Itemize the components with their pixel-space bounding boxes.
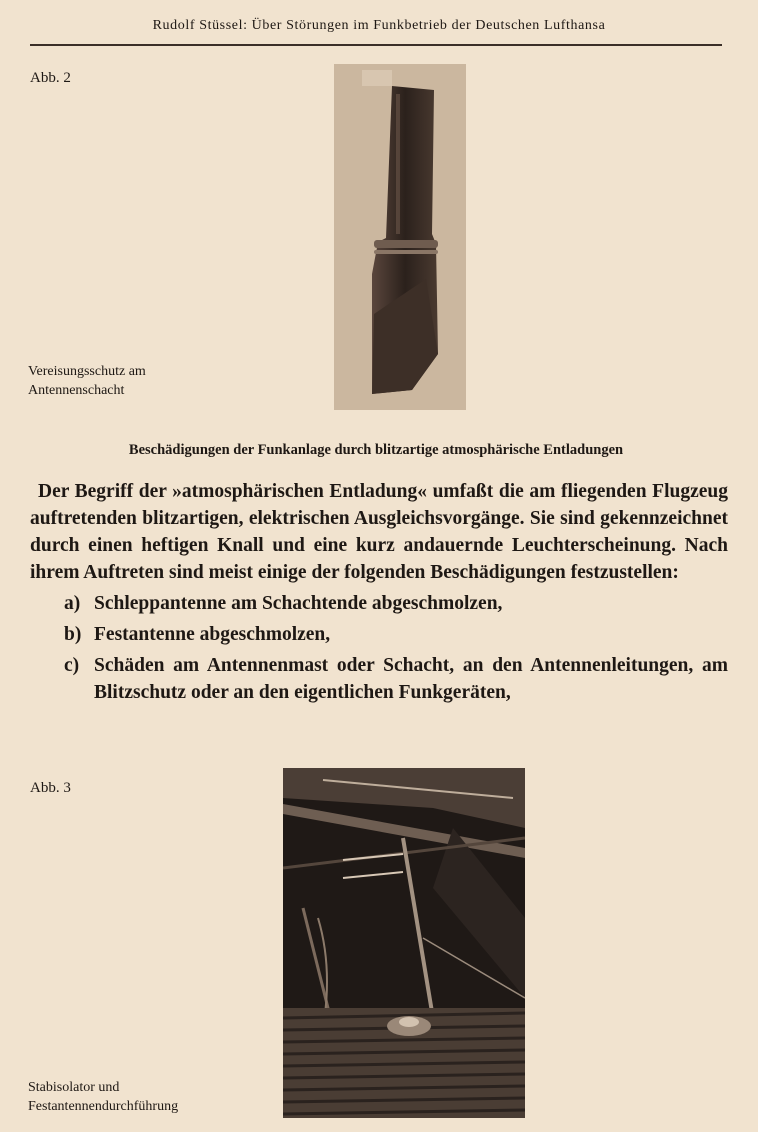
running-header: Rudolf Stüssel: Über Störungen im Funkbetrieb der Deutschen Lufthansa (152, 18, 606, 33)
figure-3-label: Abb. 3 (30, 780, 71, 796)
body-text (30, 478, 728, 710)
figure-3-photo (283, 768, 525, 1118)
list-item-text: Festantenne abgeschmolzen, (94, 624, 331, 645)
header-rule (30, 44, 722, 46)
figure-3-caption-line1: Stabisolator und (28, 1080, 120, 1095)
list-marker: c) (64, 655, 80, 676)
list-item (30, 590, 728, 617)
figure-2-caption-line1: Vereisungsschutz am (28, 364, 146, 379)
show-through-text (470, 78, 720, 408)
section-heading: Beschädigungen der Funkanlage durch blitzartige atmosphärische Entladungen (128, 442, 624, 458)
list-item-text: Schleppantenne am Schachtende abgeschmolzen, (94, 593, 503, 614)
list-item-text: Schäden am Antennenmast oder Schacht, an den Antennenleitungen, am Blitzschutz oder an den eigentlichen Funkgeräten, (94, 655, 728, 703)
figure-2-photo (334, 64, 466, 410)
list-item (30, 652, 728, 706)
figure-3-caption-line2: Festantennendurchführung (28, 1099, 179, 1114)
list-marker: b) (64, 624, 82, 645)
figure-2-caption-line2: Antennenschacht (28, 383, 125, 398)
body-paragraph: Der Begriff der »atmosphärischen Entladung« umfaßt die am fliegenden Flugzeug auftretenden blitzartigen, elektrischen Ausgleichsvorgänge. Sie sind gekennzeichnet durch einen heftigen Knall und eine kurz andauernde Leuchterscheinung. Nach ihrem Auftreten sind meist einige der folgenden Beschädigungen festzustellen: (30, 481, 728, 583)
list-item (30, 621, 728, 648)
list-marker: a) (64, 593, 81, 614)
figure-2-label: Abb. 2 (30, 70, 71, 86)
damage-list (30, 590, 728, 706)
